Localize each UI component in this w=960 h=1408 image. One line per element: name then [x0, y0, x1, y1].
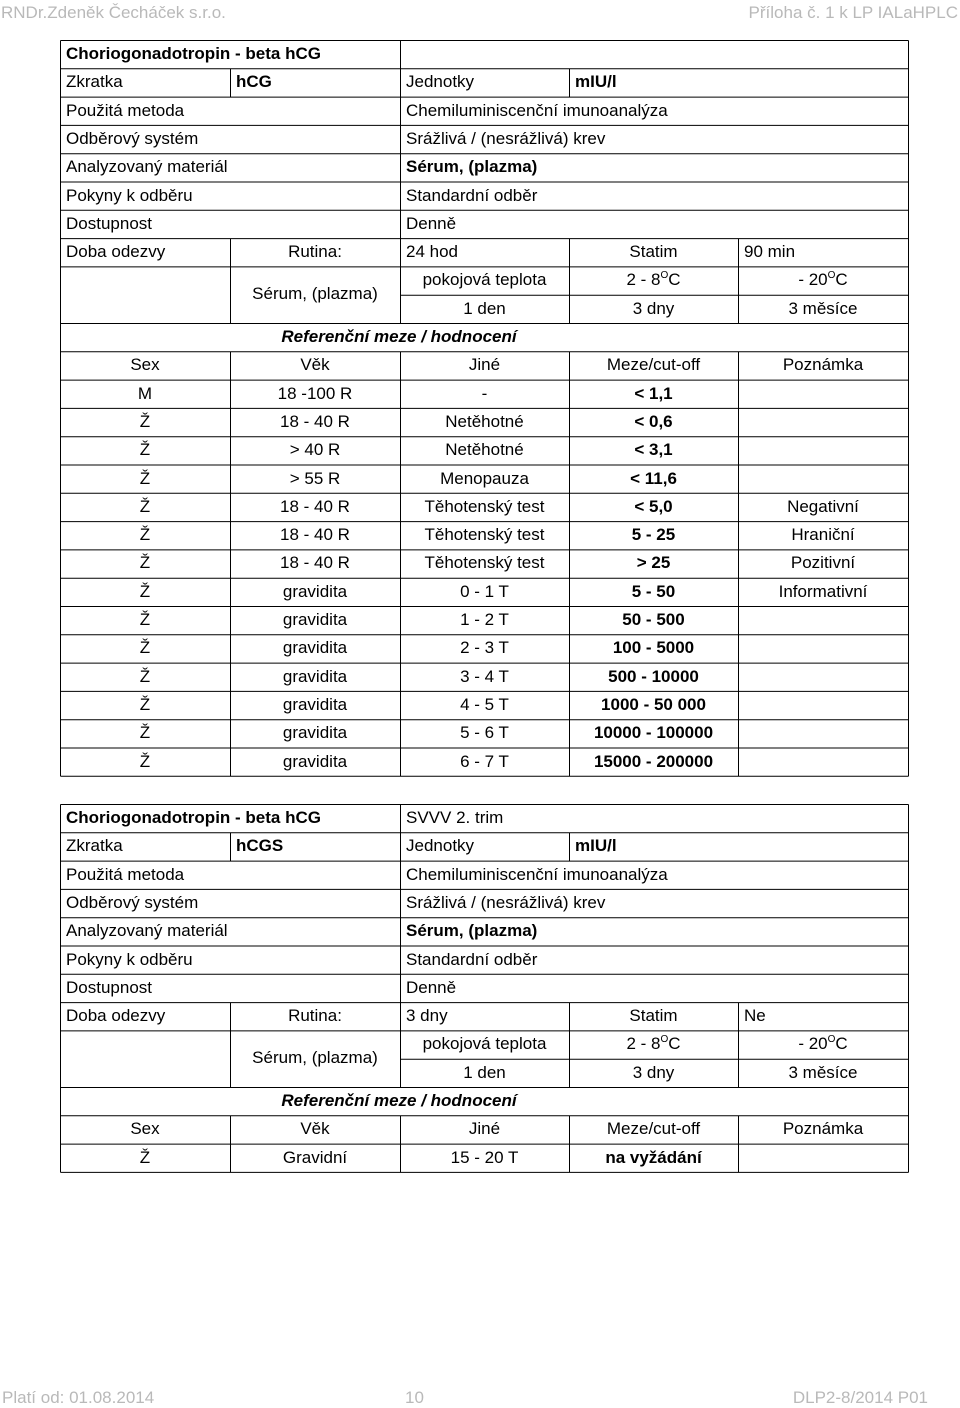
routine-value: 24 hod: [406, 242, 458, 262]
units-label: Jednotky: [406, 72, 475, 92]
table-title: Choriogonadotropin - beta hCG: [66, 808, 321, 827]
table-cell: 18 - 40 R: [280, 496, 350, 516]
units-value: mIU/l: [575, 72, 617, 92]
routine-label: Rutina:: [288, 242, 342, 262]
dostupnost-value: Denně: [406, 213, 457, 233]
stability-fridge-duration: 3 dny: [632, 1062, 675, 1082]
table-cell: > 55 R: [289, 468, 341, 488]
stability-fridge-duration: 3 dny: [632, 298, 675, 318]
stability-freezer-temp: - $20^OC$: [798, 270, 848, 290]
table-cell: M: [137, 383, 153, 403]
metoda-value: Chemiluminiscenční imunoanalýza: [406, 864, 668, 884]
abbrev-value: hCGS: [236, 836, 284, 856]
table-cell: Ž: [139, 525, 151, 545]
table-cell: 5 - 25: [631, 525, 676, 545]
reference-title: Referenční meze / hodnocení: [281, 327, 517, 346]
table-cell: 18 - 40 R: [280, 553, 350, 573]
column-header: Věk: [300, 1119, 330, 1139]
material-label: Analyzovaný materiál: [66, 921, 228, 941]
dostupnost-label: Dostupnost: [66, 213, 152, 233]
table-cell: gravidita: [282, 610, 348, 629]
table-cell: Hraniční: [791, 525, 855, 545]
table-cell: < 1,1: [634, 383, 673, 403]
hcg-table: [60, 40, 909, 777]
table-cell: Ž: [139, 496, 151, 516]
metoda-label: Použitá metoda: [66, 100, 185, 120]
table-cell: 0 - 1 T: [460, 581, 509, 601]
table-cell: > 25: [636, 553, 671, 573]
stability-room-temp: pokojová teplota: [422, 1034, 547, 1054]
odber-label: Odběrový systém: [66, 128, 199, 148]
table-cell: Ž: [139, 666, 151, 686]
odber-value: Srážlivá / (nesrážlivá) krev: [406, 892, 606, 912]
table-title: Choriogonadotropin - beta hCG: [66, 44, 321, 63]
table-cell: 10000 - 100000: [593, 723, 714, 743]
column-header: Meze/cut-off: [606, 1119, 701, 1139]
stability-room-temp: pokojová teplota: [422, 270, 547, 290]
column-header: Sex: [130, 1119, 160, 1139]
pokyny-value: Standardní odběr: [406, 949, 538, 969]
table-cell: Ž: [139, 638, 151, 658]
table-cell: < 11,6: [630, 468, 677, 488]
column-header: Jiné: [468, 355, 501, 375]
stability-sample: Sérum, (plazma): [252, 1048, 378, 1068]
table-cell: Netěhotné: [445, 411, 524, 431]
stability-freezer-duration: 3 měsíce: [788, 298, 858, 318]
table-cell: Ž: [139, 610, 151, 629]
table-cell: 500 - 10000: [608, 666, 699, 686]
table-cell: Negativní: [787, 496, 859, 516]
pokyny-value: Standardní odběr: [406, 185, 538, 205]
table-cell: Těhotenský test: [424, 496, 545, 516]
column-header: Věk: [300, 355, 330, 375]
table-cell: 15000 - 200000: [593, 751, 714, 771]
table-cell: 5 - 6 T: [460, 723, 509, 743]
table-cell: 18 - 40 R: [280, 411, 350, 431]
title-extra: SVVV 2. trim: [406, 808, 504, 827]
response-time-label: Doba odezvy: [66, 242, 166, 262]
table-cell: 18 - 40 R: [280, 525, 350, 545]
table-cell: gravidita: [282, 751, 348, 771]
table-cell: na vyžádání: [605, 1147, 702, 1167]
reference-title: Referenční meze / hodnocení: [281, 1091, 517, 1110]
column-header: Poznámka: [782, 1119, 864, 1139]
footer-doc-id: DLP2-8/2014 P01: [792, 1388, 928, 1407]
stability-fridge-temp: $2 - 8^OC$: [626, 270, 681, 290]
column-header: Meze/cut-off: [606, 355, 701, 375]
pokyny-label: Pokyny k odběru: [66, 949, 193, 969]
table-cell: gravidita: [282, 638, 348, 658]
abbrev-label: Zkratka: [66, 836, 123, 856]
table-cell: gravidita: [282, 723, 348, 743]
table-cell: 100 - 5000: [612, 638, 695, 658]
table-cell: -: [481, 383, 488, 403]
material-value: Sérum, (plazma): [406, 921, 538, 941]
table-cell: Ž: [139, 553, 151, 573]
table-cell: Ž: [139, 581, 151, 601]
dostupnost-label: Dostupnost: [66, 977, 152, 997]
table-cell: 6 - 7 T: [460, 751, 509, 771]
routine-value: 3 dny: [406, 1006, 448, 1026]
table-cell: Ž: [139, 723, 151, 743]
table-cell: 15 - 20 T: [450, 1147, 519, 1167]
table-cell: Pozitivní: [790, 553, 856, 573]
table-cell: Netěhotné: [445, 440, 524, 460]
table-cell: Ž: [139, 1147, 151, 1167]
stability-freezer-temp: - $20^OC$: [798, 1034, 848, 1054]
table-cell: Menopauza: [440, 468, 529, 488]
table-cell: Těhotenský test: [424, 525, 545, 545]
column-header: Poznámka: [782, 355, 864, 375]
statim-value: Ne: [744, 1006, 766, 1026]
column-header: Jiné: [468, 1119, 501, 1139]
routine-label: Rutina:: [288, 1006, 342, 1026]
table-cell: Gravidní: [282, 1147, 348, 1167]
table-cell: 1000 - 50 000: [601, 694, 706, 714]
footer-valid-from: Platí od: 01.08.2014: [2, 1388, 155, 1407]
stability-room-duration: 1 den: [463, 1062, 506, 1082]
table-cell: < 0,6: [634, 411, 673, 431]
table-cell: 4 - 5 T: [460, 694, 509, 714]
statim-value: 90 min: [744, 242, 796, 262]
stability-fridge-temp: $2 - 8^OC$: [626, 1034, 681, 1054]
stability-sample: Sérum, (plazma): [252, 284, 378, 304]
table-cell: < 3,1: [634, 440, 673, 460]
pokyny-label: Pokyny k odběru: [66, 185, 193, 205]
material-value: Sérum, (plazma): [406, 157, 538, 177]
table-cell: 18 -100 R: [277, 383, 353, 403]
odber-value: Srážlivá / (nesrážlivá) krev: [406, 128, 606, 148]
table-cell: 50 - 500: [622, 610, 685, 629]
material-label: Analyzovaný materiál: [66, 157, 228, 177]
table-cell: Ž: [139, 440, 151, 460]
stability-freezer-duration: 3 měsíce: [788, 1062, 858, 1082]
table-cell: Ž: [139, 694, 151, 714]
table-cell: gravidita: [282, 666, 348, 686]
header-left: RNDr.Zdeněk Čecháček s.r.o.: [1, 3, 226, 22]
statim-label: Statim: [629, 1006, 678, 1026]
units-label: Jednotky: [406, 836, 475, 856]
table-cell: Těhotenský test: [424, 553, 545, 573]
stability-room-duration: 1 den: [463, 298, 506, 318]
table-cell: gravidita: [282, 694, 348, 714]
table-cell: gravidita: [282, 581, 348, 601]
table-cell: Ž: [139, 468, 151, 488]
header-right: Příloha č. 1 k LP IALaHPLC: [748, 3, 958, 22]
table-cell: 2 - 3 T: [460, 638, 509, 658]
table-cell: < 5,0: [634, 496, 673, 516]
abbrev-label: Zkratka: [66, 72, 123, 92]
column-header: Sex: [130, 355, 160, 375]
odber-label: Odběrový systém: [66, 892, 199, 912]
response-time-label: Doba odezvy: [66, 1006, 166, 1026]
hcgs-table: [60, 804, 909, 1173]
statim-label: Statim: [629, 242, 678, 262]
metoda-label: Použitá metoda: [66, 864, 185, 884]
table-cell: 5 - 50: [631, 581, 676, 601]
table-cell: 1 - 2 T: [460, 610, 509, 629]
table-cell: 3 - 4 T: [460, 666, 509, 686]
footer-page-number: 10: [405, 1388, 424, 1407]
metoda-value: Chemiluminiscenční imunoanalýza: [406, 100, 668, 120]
units-value: mIU/l: [575, 836, 617, 856]
abbrev-value: hCG: [236, 72, 272, 92]
table-cell: > 40 R: [289, 440, 341, 460]
table-cell: Ž: [139, 411, 151, 431]
dostupnost-value: Denně: [406, 977, 457, 997]
table-cell: Ž: [139, 751, 151, 771]
table-cell: Informativní: [778, 581, 868, 601]
